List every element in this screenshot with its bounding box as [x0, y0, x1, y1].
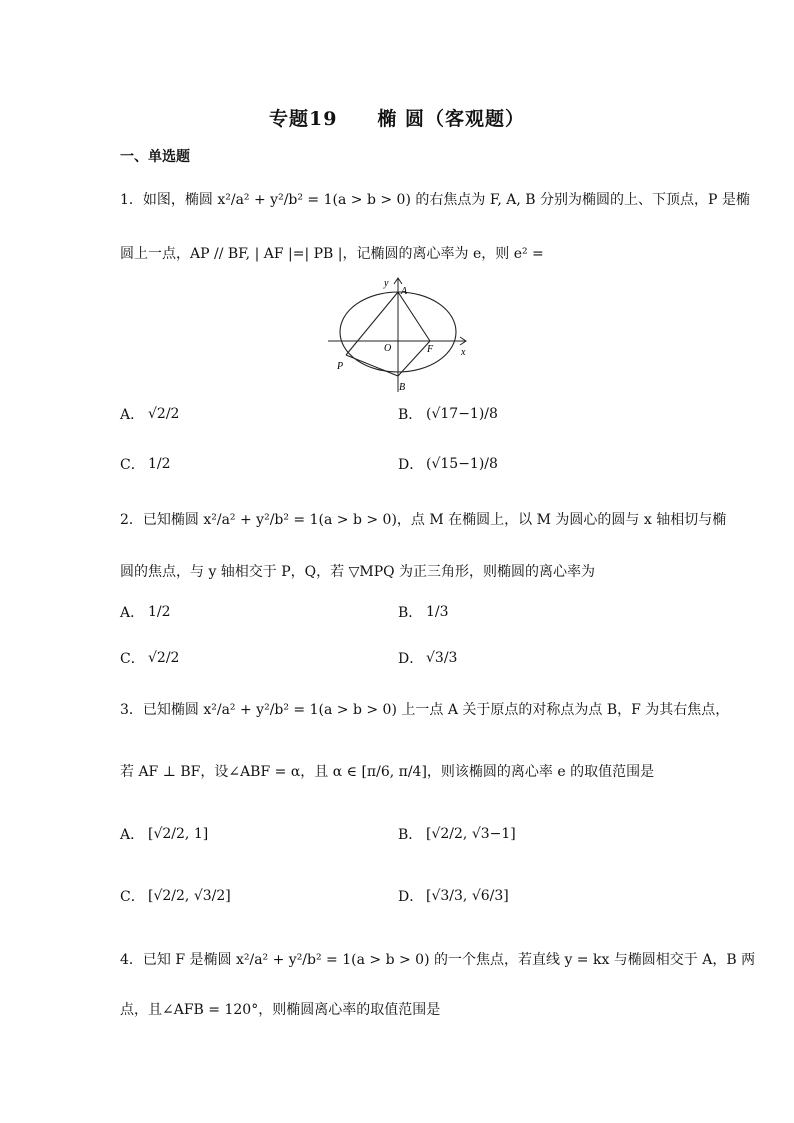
section-heading: 一、单选题: [120, 149, 190, 165]
q2-line1: 2．已知椭圆 x²/a² + y²/b² = 1(a > b > 0)，点 M 在椭圆上，以 M 为圆心的圆与 x 轴相切与椭: [120, 512, 727, 528]
q2-option-d-text: √3/3: [426, 650, 458, 666]
q3-option-c[interactable]: C． [√2/2, √3/2]: [120, 888, 231, 905]
q3-option-c-text: [√2/2, √3/2]: [148, 888, 231, 904]
q2-option-a[interactable]: A． 1/2: [120, 604, 171, 621]
q4-line2: 点，且∠AFB = 120°，则椭圆离心率的取值范围是: [120, 1002, 441, 1018]
q4-line1: 4．已知 F 是椭圆 x²/a² + y²/b² = 1(a > b > 0) 的一个焦点，若直线 y = kx 与椭圆相交于 A，B 两: [120, 952, 756, 968]
ellipse-figure: [326, 272, 476, 400]
q1-line1: 1．如图，椭圆 x²/a² + y²/b² = 1(a > b > 0) 的右焦点为 F, A, B 分别为椭圆的上、下顶点，P 是椭: [120, 192, 750, 208]
label-O: O: [384, 343, 392, 354]
label-F: F: [427, 344, 434, 355]
q3-option-b[interactable]: B． [√2/2, √3−1]: [398, 826, 516, 843]
q1-option-a-text: √2/2: [148, 406, 180, 422]
q1-option-b-text: (√17−1)/8: [426, 406, 498, 422]
q2-option-c-text: √2/2: [148, 650, 180, 666]
label-P: P: [337, 361, 344, 372]
ellipse-diagram: [326, 272, 476, 396]
q3-option-a[interactable]: A． [√2/2, 1]: [120, 826, 209, 843]
q1-option-d[interactable]: D． (√15−1)/8: [398, 456, 498, 473]
q3-option-a-text: [√2/2, 1]: [148, 826, 209, 842]
q1-line2: 圆上一点，AP // BF, | AF |=| PB |，记椭圆的离心率为 e，则 e² =: [120, 246, 544, 262]
page-title: 专题19 椭 圆（客观题）: [268, 108, 526, 130]
q1-option-c-text: 1/2: [148, 456, 171, 472]
q2-option-b-text: 1/3: [426, 604, 449, 620]
q2-option-b[interactable]: B． 1/3: [398, 604, 449, 621]
q1-option-b[interactable]: B． (√17−1)/8: [398, 406, 498, 423]
q3-line2: 若 AF ⊥ BF，设∠ABF = α，且 α ∈ [π/6, π/4]，则该椭圆的离心率 e 的取值范围是: [120, 764, 655, 780]
q2-option-a-text: 1/2: [148, 604, 171, 620]
label-B: B: [399, 382, 406, 393]
q1-option-c[interactable]: C． 1/2: [120, 456, 171, 473]
q3-option-b-text: [√2/2, √3−1]: [426, 826, 516, 842]
label-x: x: [461, 347, 466, 358]
q3-option-d-text: [√3/3, √6/3]: [426, 888, 509, 904]
q1-option-d-text: (√15−1)/8: [426, 456, 498, 472]
segment-AF: [398, 292, 430, 341]
q3-option-d[interactable]: D． [√3/3, √6/3]: [398, 888, 509, 905]
segment-PB: [346, 355, 398, 376]
q2-option-c[interactable]: C． √2/2: [120, 650, 180, 667]
q2-line2: 圆的焦点，与 y 轴相交于 P，Q，若 ▽MPQ 为正三角形，则椭圆的离心率为: [120, 564, 596, 580]
q2-option-d[interactable]: D． √3/3: [398, 650, 458, 667]
label-A: A: [401, 286, 408, 297]
q3-line1: 3．已知椭圆 x²/a² + y²/b² = 1(a > b > 0) 上一点 A 关于原点的对称点为点 B，F 为其右焦点，: [120, 702, 730, 718]
q1-option-a[interactable]: A． √2/2: [120, 406, 180, 423]
label-y: y: [384, 278, 389, 289]
